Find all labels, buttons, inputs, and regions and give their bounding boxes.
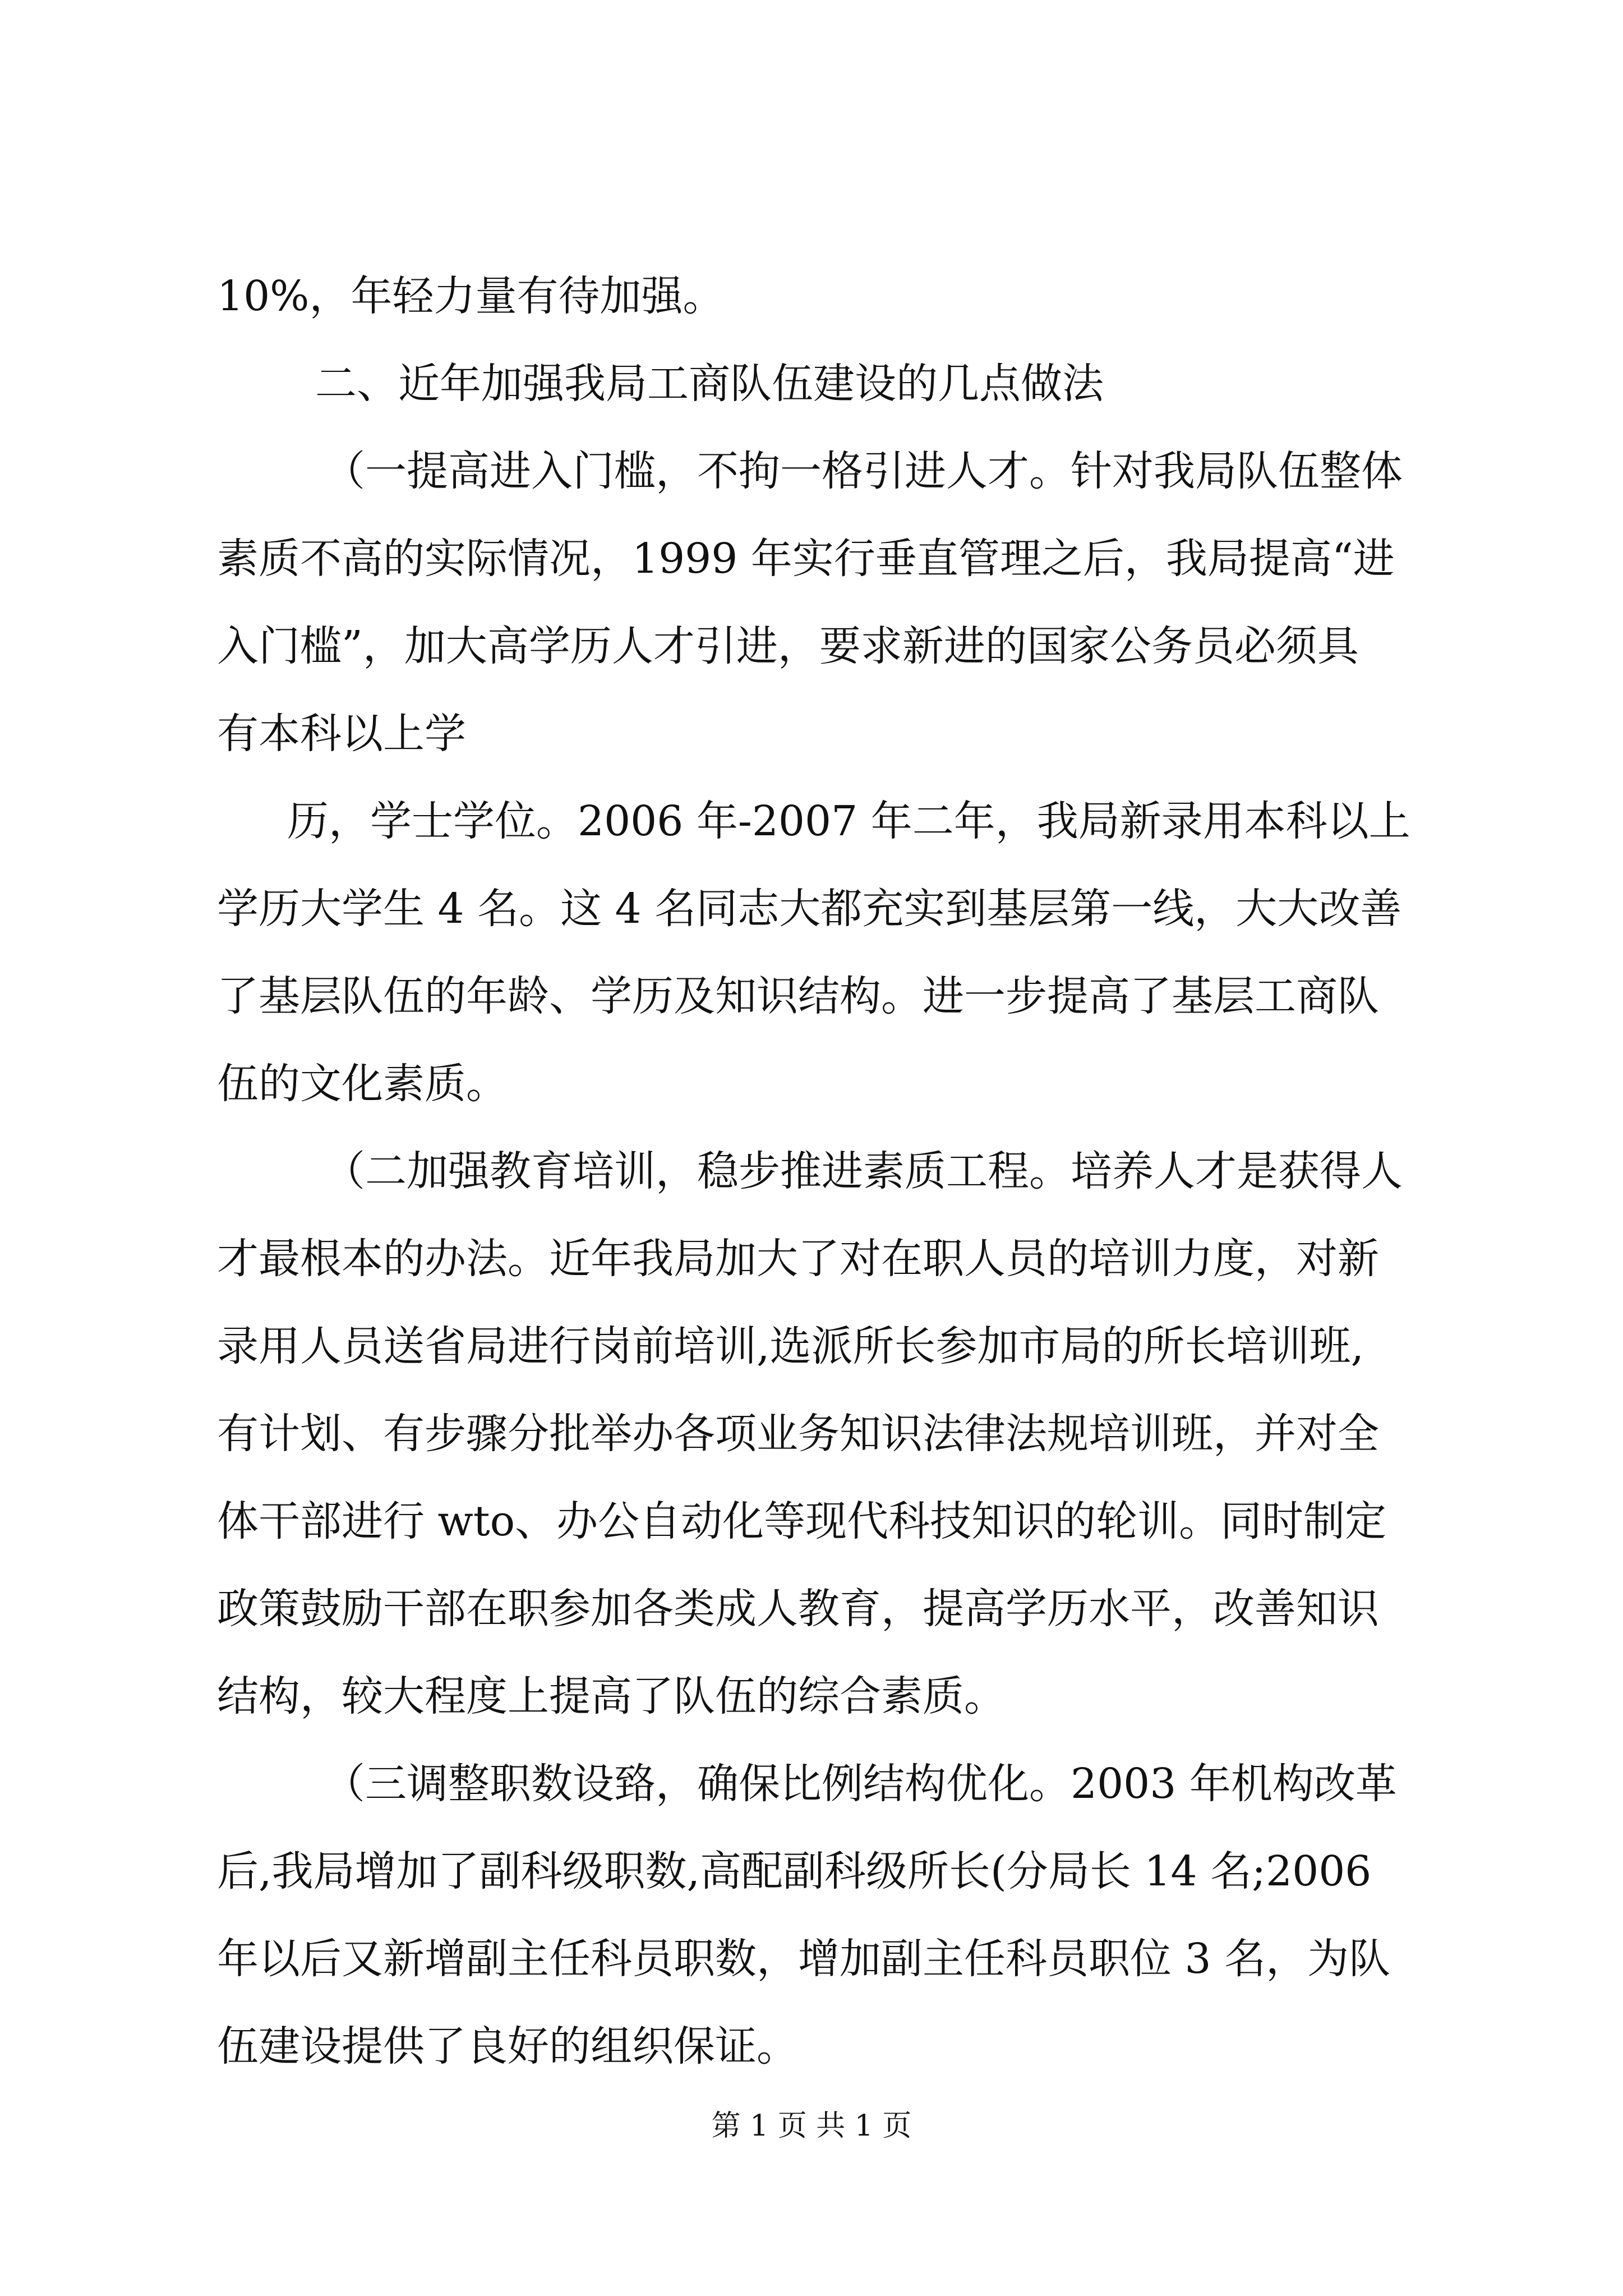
text-line: 素质不高的实际情况，1999 年实行垂直管理之后，我局提高“进 bbox=[217, 535, 1395, 583]
text-line: 政策鼓励干部在职参加各类成人教育，提高学历水平，改善知识 bbox=[217, 1585, 1379, 1633]
text-line: 才最根本的办法。近年我局加大了对在职人员的培训力度，对新 bbox=[217, 1235, 1379, 1283]
text-line: 有本科以上学 bbox=[217, 710, 466, 758]
text-line: （一提高进入门槛，不拘一格引进人才。针对我局队伍整体 bbox=[324, 447, 1403, 495]
text-line: 伍的文化素质。 bbox=[217, 1060, 508, 1108]
section-heading: 二、近年加强我局工商队伍建设的几点做法 bbox=[315, 360, 1104, 408]
text-line: （三调整职数设臵，确保比例结构优化。2003 年机构改革 bbox=[324, 1760, 1397, 1808]
text-line: 入门槛”，加大高学历人才引进，要求新进的国家公务员必须具 bbox=[217, 622, 1359, 670]
text-line: 10%，年轻力量有待加强。 bbox=[217, 272, 725, 320]
text-line: 学历大学生 4 名。这 4 名同志大都充实到基层第一线，大大改善 bbox=[217, 885, 1402, 933]
text-line: 结构，较大程度上提高了队伍的综合素质。 bbox=[217, 1672, 1006, 1720]
text-line: 录用人员送省局进行岗前培训,选派所长参加市局的所长培训班, bbox=[217, 1322, 1364, 1370]
text-line: 体干部进行 wto、办公自动化等现代科技知识的轮训。同时制定 bbox=[217, 1497, 1387, 1545]
text-line: 伍建设提供了良好的组织保证。 bbox=[217, 2022, 798, 2070]
text-line: （二加强教育培训，稳步推进素质工程。培养人才是获得人 bbox=[324, 1147, 1403, 1195]
page-footer: 第 1 页 共 1 页 bbox=[711, 2109, 912, 2143]
text-line: 后,我局增加了副科级职数,高配副科级所长(分局长 14 名;2006 bbox=[217, 1847, 1372, 1895]
text-line: 有计划、有步骤分批举办各项业务知识法律法规培训班，并对全 bbox=[217, 1410, 1379, 1458]
text-line: 年以后又新增副主任科员职数，增加副主任科员职位 3 名，为队 bbox=[217, 1935, 1391, 1983]
document-body bbox=[217, 252, 1423, 2090]
text-line: 历，学士学位。2006 年-2007 年二年，我局新录用本科以上 bbox=[287, 797, 1410, 845]
text-line: 了基层队伍的年龄、学历及知识结构。进一步提高了基层工商队 bbox=[217, 972, 1379, 1020]
